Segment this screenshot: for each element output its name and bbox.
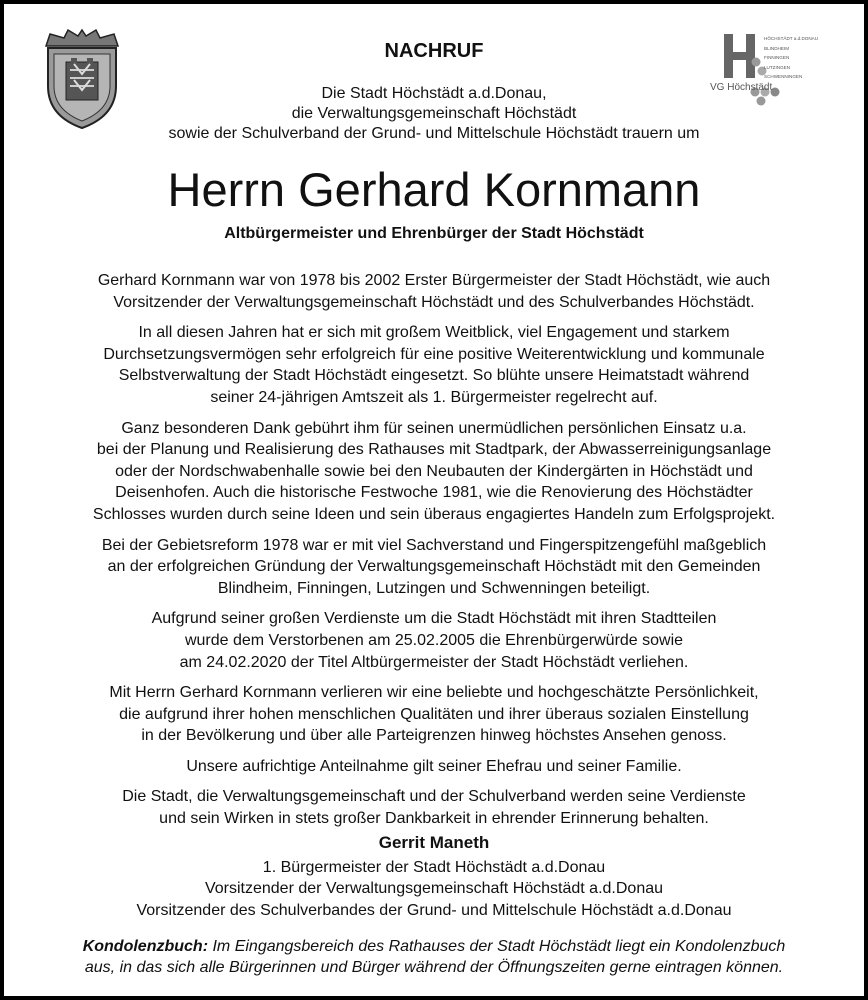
text-line: Schlosses wurden durch seine Ideen und sein überaus engagiertes Handeln zum Erfolgsprojekt.	[92, 505, 776, 523]
intro-block	[4, 84, 864, 144]
condolence-text: aus, in das sich alle Bürgerinnen und Bürger während der Öffnungszeiten gerne eintragen können.	[84, 959, 784, 976]
vg-logo-title: VG Höchstädt	[710, 82, 773, 93]
paragraph	[44, 535, 824, 600]
text-line: Die Stadt, die Verwaltungsgemeinschaft und der Schulverband werden seine Verdienste	[122, 788, 746, 806]
text-line: an der erfolgreichen Gründung der Verwaltungsgemeinschaft Höchstädt mit den Gemeinden	[107, 558, 761, 576]
text-line: und sein Wirken in stets großer Dankbarkeit in ehrender Erinnerung behalten.	[159, 810, 709, 828]
text-line: oder der Nordschwabenhalle sowie bei den Neubauten der Kindergärten in Höchstädt und	[115, 462, 753, 480]
intro-line: die Verwaltungsgemeinschaft Höchstädt	[291, 105, 577, 122]
paragraph	[44, 756, 824, 778]
condolence-note	[34, 936, 834, 978]
vg-logo-place: FINNINGEN	[764, 55, 790, 61]
paragraph	[44, 270, 824, 313]
text-line: seiner 24-jährigen Amtszeit als 1. Bürgermeister regelrecht auf.	[210, 388, 658, 406]
text-line: Selbstverwaltung der Stadt Höchstädt eingesetzt. So blühte unsere Heimatstadt während	[118, 367, 750, 385]
text-line: Unsere aufrichtige Anteilnahme gilt seiner Ehefrau und seiner Familie.	[186, 757, 682, 775]
obituary-body	[44, 270, 824, 839]
paragraph	[44, 786, 824, 829]
notice-heading: NACHRUF	[384, 40, 484, 62]
paragraph	[44, 608, 824, 673]
text-line: Mit Herrn Gerhard Kornmann verlieren wir eine beliebte und hochgeschätzte Persönlichkeit,	[109, 684, 759, 702]
condolence-label: Kondolenzbuch:	[82, 938, 209, 955]
vg-logo-place: HÖCHSTÄDT a.d.DONAU	[764, 36, 819, 41]
signer-role: Vorsitzender des Schulverbandes der Grund- und Mittelschule Höchstädt a.d.Donau	[136, 901, 732, 919]
text-line: die aufgrund ihrer hohen menschlichen Qualitäten und ihrer überaus sozialen Einstellung	[119, 705, 749, 723]
vg-logo-place: BLINDHEIM	[764, 45, 790, 51]
condolence-text: Im Eingangsbereich des Rathauses der Stadt Höchstädt liegt ein Kondolenzbuch	[212, 938, 786, 955]
paragraph	[44, 682, 824, 747]
intro-line: sowie der Schulverband der Grund- und Mittelschule Höchstädt trauern um	[168, 125, 700, 142]
text-line: Bei der Gebietsreform 1978 war er mit viel Sachverstand und Fingerspitzengefühl maßgeblich	[101, 536, 767, 554]
vg-logo-place: LUTZINGEN	[764, 64, 791, 70]
text-line: Durchsetzungsvermögen sehr erfolgreich für eine positive Weiterentwicklung und kommunale	[103, 345, 765, 363]
signer-name: Gerrit Maneth	[378, 833, 490, 852]
text-line: Vorsitzender der Verwaltungsgemeinschaft Höchstädt und des Schulverbandes Höchstädt.	[113, 293, 755, 311]
signer-role: 1. Bürgermeister der Stadt Höchstädt a.d.Donau	[262, 858, 606, 876]
text-line: Blindheim, Finningen, Lutzingen und Schwenningen beteiligt.	[217, 579, 651, 597]
deceased-name: Herrn Gerhard Kornmann	[167, 163, 701, 216]
signature-block	[4, 832, 864, 921]
text-line: In all diesen Jahren hat er sich mit großem Weitblick, viel Engagement und starkem	[138, 324, 730, 342]
paragraph	[44, 322, 824, 408]
text-line: in der Bevölkerung und über alle Parteigrenzen hinweg höchstes Ansehen genoss.	[141, 727, 727, 745]
intro-line: Die Stadt Höchstädt a.d.Donau,	[321, 85, 547, 102]
text-line: bei der Planung und Realisierung des Rathauses mit Stadtpark, der Abwasserreinigungsanlage	[96, 441, 772, 459]
text-line: Ganz besonderen Dank gebührt ihm für seinen unermüdlichen persönlichen Einsatz u.a.	[121, 419, 747, 437]
text-line: Aufgrund seiner großen Verdienste um die Stadt Höchstädt mit ihren Stadtteilen	[151, 610, 717, 628]
text-line: Gerhard Kornmann war von 1978 bis 2002 Erster Bürgermeister der Stadt Höchstädt, wie auch	[97, 272, 771, 289]
vg-logo-place: SCHWENNINGEN	[764, 74, 803, 80]
paragraph	[44, 418, 824, 526]
text-line: Deisenhofen. Auch die historische Festwoche 1981, wie die Renovierung des Höchstädter	[115, 484, 753, 502]
text-line: am 24.02.2020 der Titel Altbürgermeister der Stadt Höchstädt verliehen.	[179, 653, 689, 671]
text-line: wurde dem Verstorbenen am 25.02.2005 die Ehrenbürgerwürde sowie	[184, 631, 684, 649]
signer-role: Vorsitzender der Verwaltungsgemeinschaft Höchstädt a.d.Donau	[204, 880, 664, 897]
deceased-title: Altbürgermeister und Ehrenbürger der Stadt Höchstädt	[224, 225, 644, 242]
